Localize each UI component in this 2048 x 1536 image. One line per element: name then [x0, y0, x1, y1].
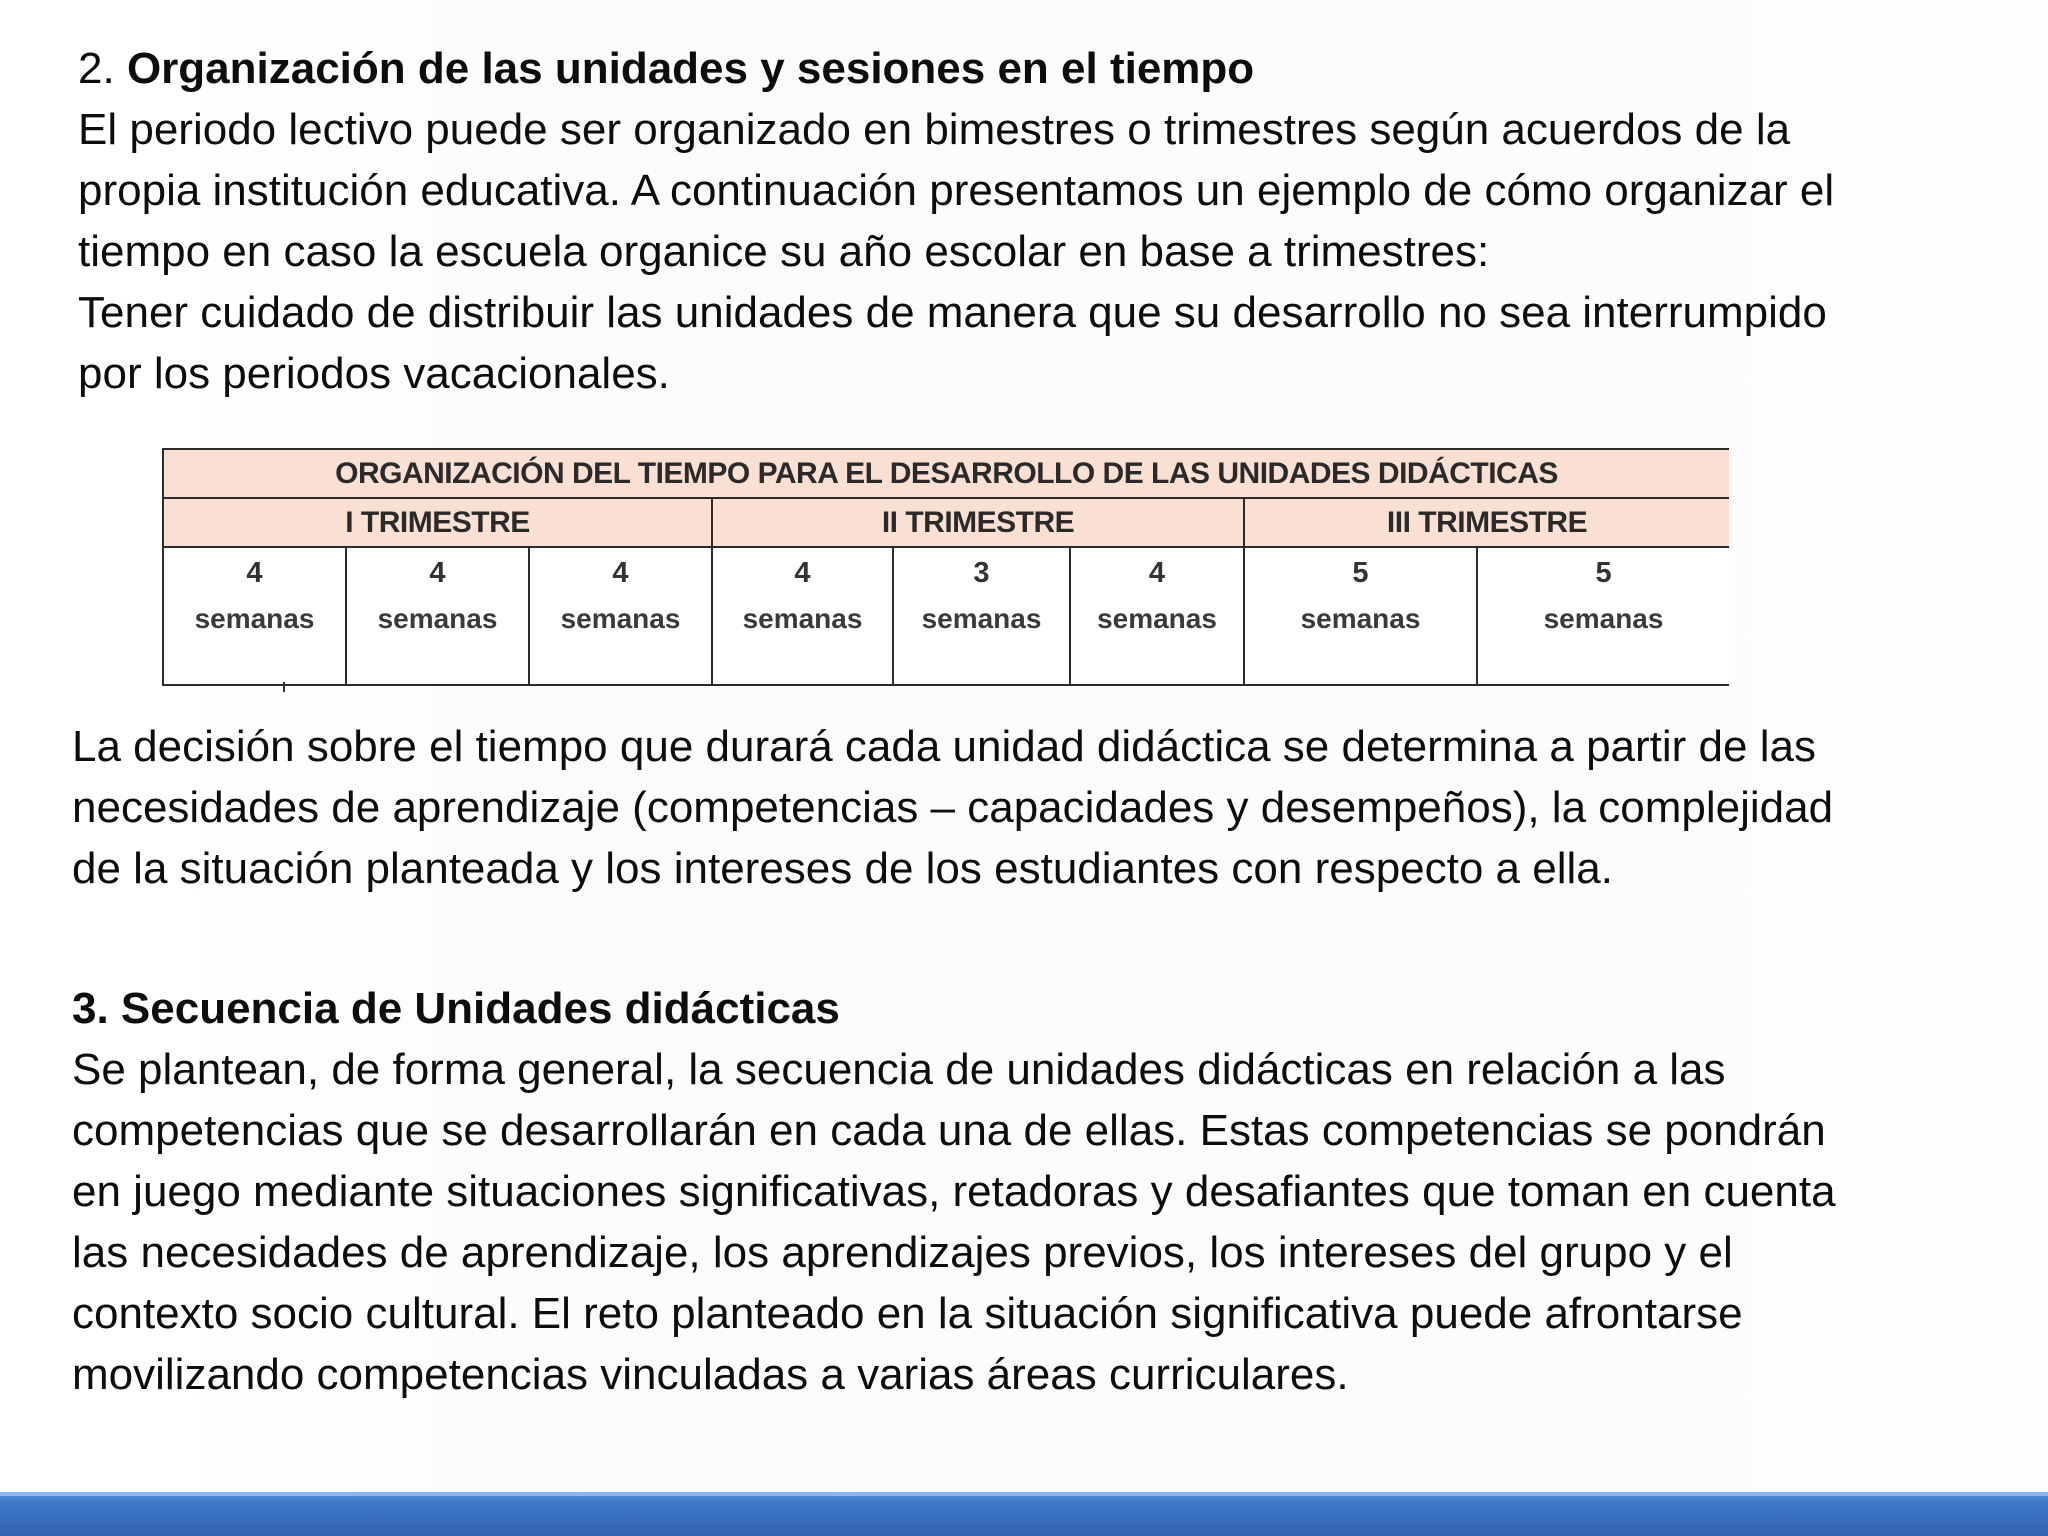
week-cell — [893, 547, 1070, 685]
week-count: 5 — [1352, 557, 1369, 589]
section-3-line: competencias que se desarrollarán en cada una de ellas. Estas competencias se pondrán — [72, 1106, 1826, 1155]
decision-line: La decisión sobre el tiempo que durará cada unidad didáctica se determina a partir de las — [72, 722, 1816, 771]
trimester-header: II TRIMESTRE — [712, 498, 1244, 547]
section-3-block — [72, 978, 1836, 1405]
week-count: 4 — [1148, 557, 1166, 589]
section-2-line: tiempo en caso la escuela organice su año escolar en base a trimestres: — [78, 227, 1490, 276]
week-unit: semanas — [1097, 603, 1217, 634]
section-3-line: movilizando competencias vinculadas a varias áreas curriculares. — [72, 1350, 1349, 1399]
section-2-number: 2. — [78, 44, 115, 93]
decision-line: de la situación planteada y los intereses de los estudiantes con respecto a ella. — [72, 844, 1613, 893]
section-2-line: por los periodos vacacionales. — [78, 349, 670, 398]
week-unit: semanas — [194, 603, 315, 634]
week-unit: semanas — [560, 603, 681, 634]
footer-bar-highlight — [0, 1492, 2048, 1496]
week-count: 4 — [612, 557, 629, 589]
time-organization-table — [162, 448, 1729, 686]
section-3-line: contexto socio cultural. El reto planteado en la situación significativa puede afrontarse — [72, 1289, 1743, 1338]
decision-paragraph — [72, 716, 1833, 899]
section-2-title: Organización de las unidades y sesiones en el tiempo — [126, 44, 1255, 93]
week-unit: semanas — [1543, 603, 1664, 634]
week-unit: semanas — [921, 603, 1042, 634]
section-2-line: propia institución educativa. A continuación presentamos un ejemplo de cómo organizar el — [78, 166, 1835, 215]
section-2-line: El periodo lectivo puede ser organizado en bimestres o trimestres según acuerdos de la — [78, 105, 1791, 154]
trimester-header: I TRIMESTRE — [163, 498, 712, 547]
week-cell — [1070, 547, 1244, 685]
table-title-row — [163, 449, 1729, 498]
week-cell — [712, 547, 893, 685]
section-3-title: 3. Secuencia de Unidades didácticas — [72, 984, 840, 1033]
section-3-line: Se plantean, de forma general, la secuencia de unidades didácticas en relación a las — [72, 1045, 1726, 1094]
week-unit: semanas — [742, 603, 863, 634]
week-count: 4 — [429, 557, 446, 589]
footer-bar — [0, 1492, 2048, 1536]
trimester-row — [163, 498, 1729, 547]
section-2-heading — [78, 38, 1834, 99]
weeks-row — [163, 547, 1729, 685]
decision-line: necesidades de aprendizaje (competencias – capacidades y desempeños), la complejidad — [72, 783, 1834, 832]
section-2-block — [78, 38, 1834, 404]
table-tick-mark — [283, 682, 285, 692]
week-cell — [346, 547, 529, 685]
section-3-line: en juego mediante situaciones significativas, retadoras y desafiantes que toman en cuenta — [72, 1167, 1836, 1216]
week-cell — [1477, 547, 1729, 685]
week-count: 4 — [794, 557, 811, 589]
week-unit: semanas — [1300, 603, 1421, 634]
week-cell — [163, 547, 346, 685]
table-title: ORGANIZACIÓN DEL TIEMPO PARA EL DESARROLLO DE LAS UNIDADES DIDÁCTICAS — [163, 449, 1729, 498]
week-count: 3 — [973, 557, 990, 589]
trimester-header: III TRIMESTRE — [1244, 498, 1729, 547]
week-count: 4 — [246, 557, 263, 589]
section-2-line: Tener cuidado de distribuir las unidades de manera que su desarrollo no sea interrumpido — [78, 288, 1827, 337]
week-cell — [529, 547, 712, 685]
week-cell — [1244, 547, 1477, 685]
week-count: 5 — [1595, 557, 1612, 589]
week-unit: semanas — [377, 603, 498, 634]
section-3-line: las necesidades de aprendizaje, los aprendizajes previos, los intereses del grupo y el — [72, 1228, 1733, 1277]
